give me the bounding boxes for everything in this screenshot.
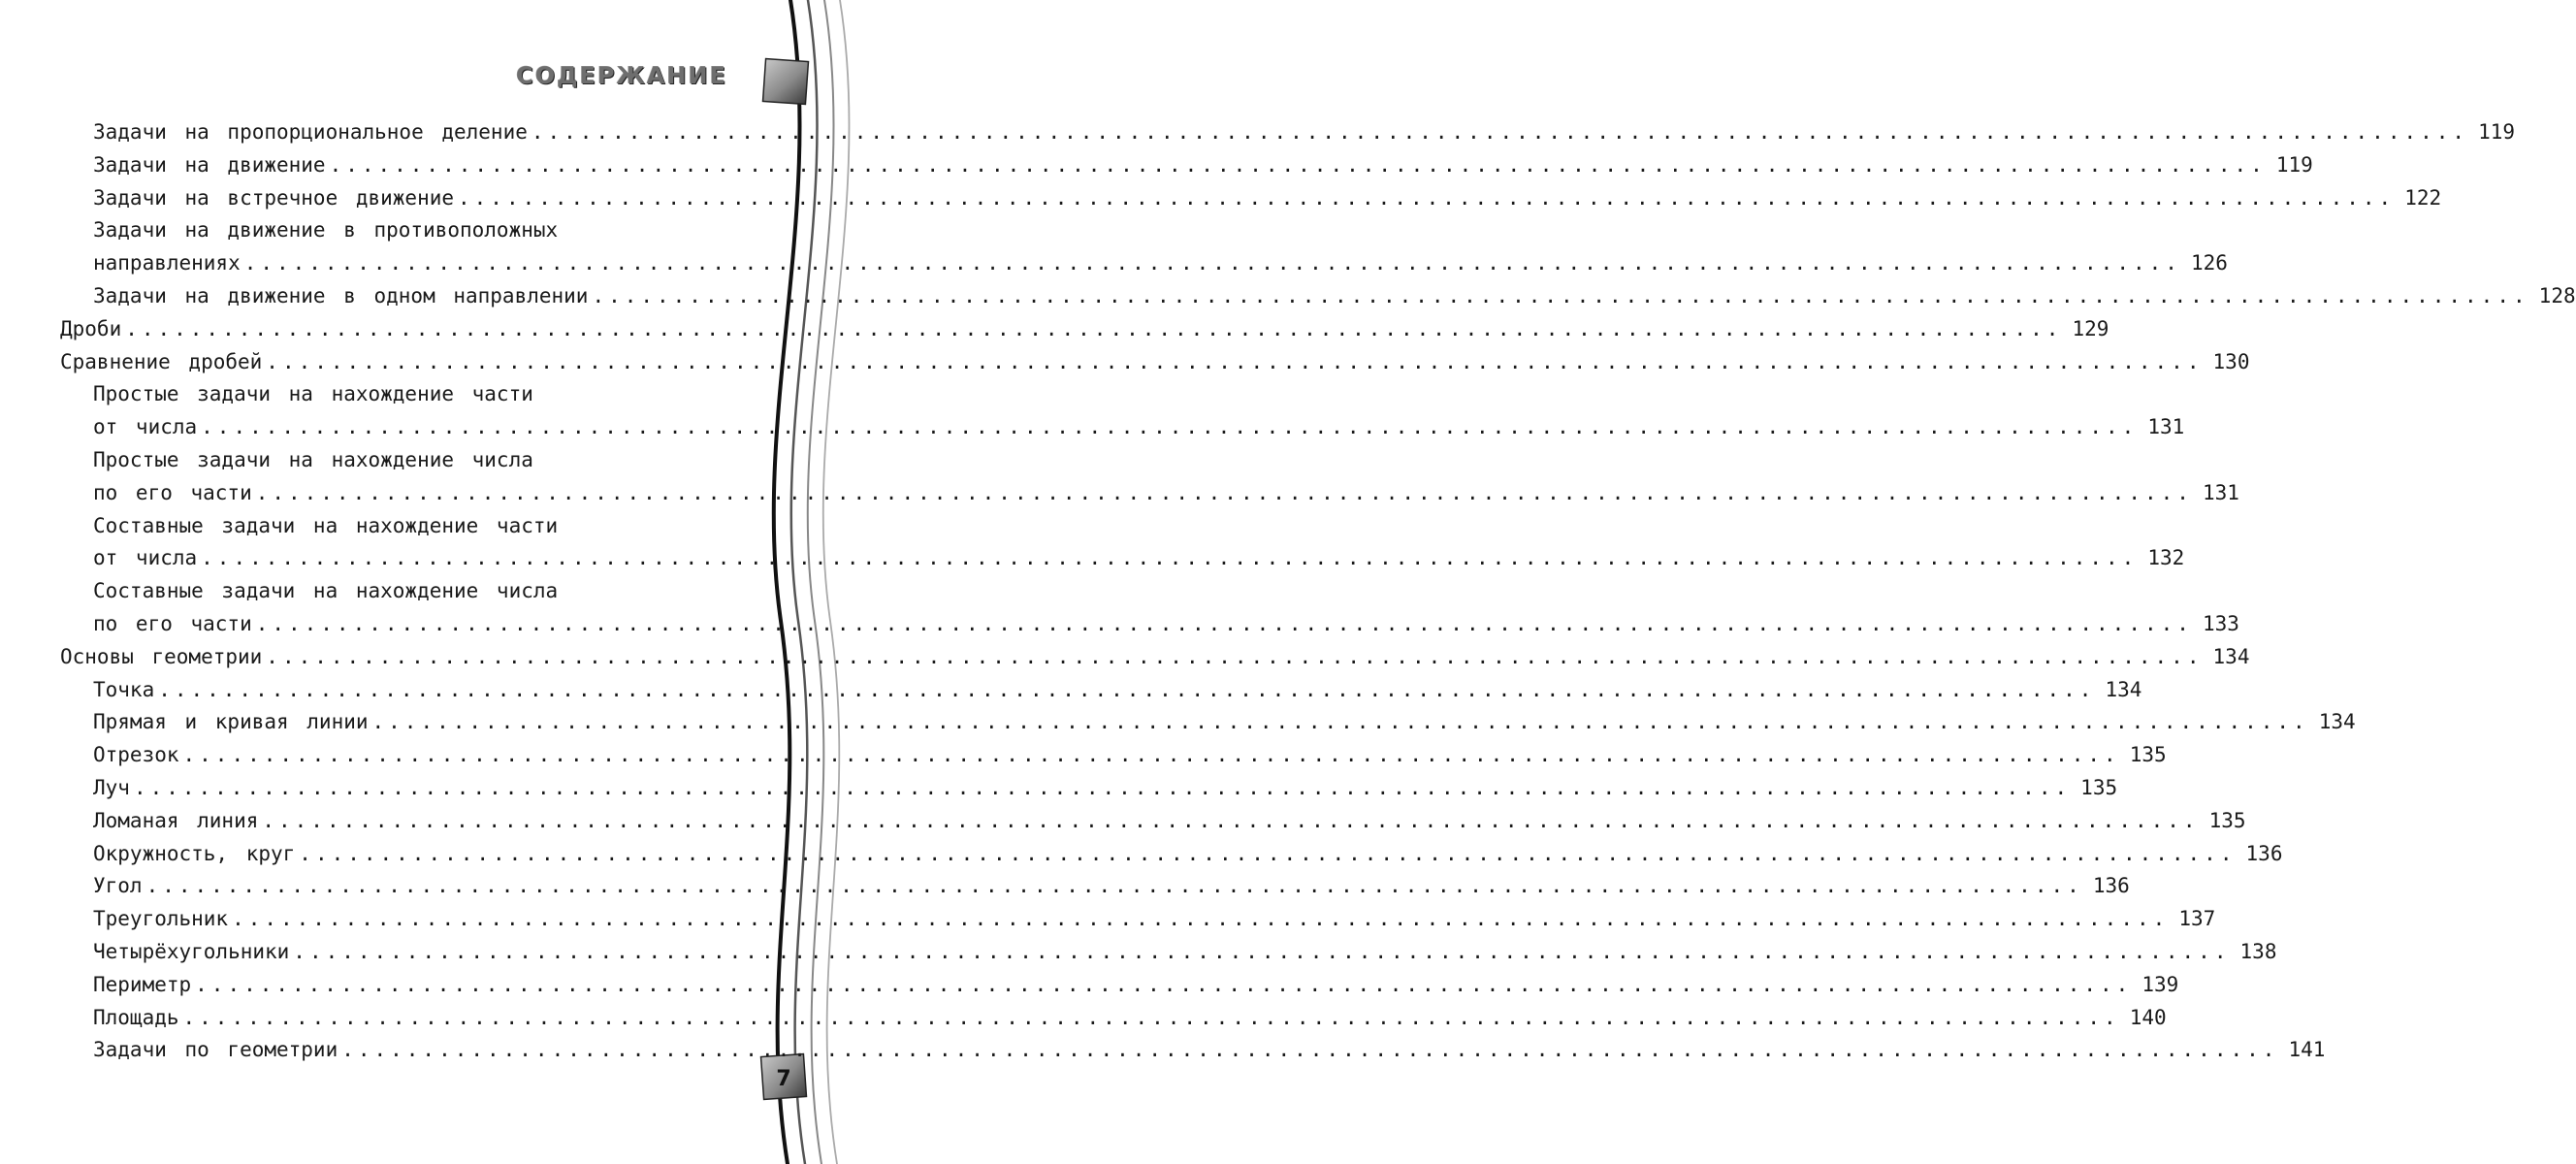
toc-page-number: 134 — [2318, 710, 2356, 734]
dot-leader: ........................................................................................................................ — [243, 251, 2181, 275]
toc-entry-title: от числа — [93, 415, 198, 439]
toc-entry-title: Периметр — [93, 972, 192, 996]
toc-entry[interactable] — [60, 214, 720, 247]
dot-leader: ........................................................................................................................ — [195, 972, 2133, 996]
toc-page-number: 139 — [2141, 972, 2179, 996]
toc-entry-title: Задачи на пропорциональное деление — [93, 120, 528, 144]
toc-page-number: 122 — [2404, 185, 2442, 210]
dot-leader: ........................................................................................................................ — [266, 349, 2204, 373]
toc-page-number: 135 — [2129, 743, 2167, 767]
toc-page-number: 138 — [2239, 939, 2277, 963]
toc-entry-title: Простые задачи на нахождение числа — [93, 447, 533, 471]
toc-page-number: 134 — [2212, 644, 2250, 668]
toc-page-number: 126 — [2190, 251, 2228, 275]
toc-entry[interactable] — [60, 838, 2283, 871]
toc-entry[interactable] — [60, 182, 2442, 215]
toc-entry[interactable] — [60, 1034, 2326, 1067]
toc-page-number: 131 — [2202, 480, 2239, 504]
toc-entry-title: Ломаная линия — [93, 808, 259, 832]
toc-entry[interactable] — [60, 608, 2239, 641]
dot-leader: ........................................................................................................................ — [531, 120, 2469, 144]
toc-page-number: 132 — [2147, 546, 2185, 570]
toc-page-number: 129 — [2072, 316, 2109, 340]
toc-entry-title: Четырёхугольники — [93, 939, 290, 963]
toc-entry-title: Простые задачи на нахождение части — [93, 382, 533, 406]
toc-entry-title: по его части — [93, 611, 252, 635]
dot-leader: ........................................................................................................................ — [299, 841, 2237, 865]
toc-entry-title: Прямая и кривая линии — [93, 710, 369, 734]
toc-page-number: 136 — [2092, 874, 2130, 898]
toc-entry[interactable] — [60, 706, 2356, 739]
dot-leader: ........................................................................................................................ — [232, 907, 2170, 931]
toc-entry-title: Задачи по геометрии — [93, 1038, 338, 1062]
toc-entry[interactable] — [60, 116, 2516, 149]
toc-entry-title: Угол — [93, 874, 143, 898]
header-badge — [763, 59, 809, 105]
toc-entry[interactable] — [60, 739, 2167, 772]
toc-entry[interactable] — [60, 346, 2250, 379]
dot-leader: ........................................................................................................................ — [182, 743, 2120, 767]
toc-page-number: 135 — [2080, 775, 2118, 799]
toc-page-number: 141 — [2288, 1038, 2326, 1062]
toc-page-number: 119 — [2275, 152, 2313, 177]
dot-leader: ........................................................................................................................ — [201, 415, 2139, 439]
toc-entry[interactable] — [60, 903, 2216, 936]
toc-entry[interactable] — [60, 378, 720, 411]
toc-page-number: 119 — [2478, 120, 2516, 144]
toc-entry-title: по его части — [93, 480, 252, 504]
toc-entry-title: Сравнение дробей — [60, 349, 263, 373]
toc-page-number: 133 — [2202, 611, 2239, 635]
toc-entry-title: Площадь — [93, 1005, 179, 1029]
toc-entry[interactable] — [60, 575, 720, 608]
toc-entry[interactable] — [60, 936, 2277, 969]
toc-entry[interactable] — [60, 1002, 2167, 1035]
toc-entry[interactable] — [60, 149, 2313, 182]
toc-page-number: 134 — [2105, 677, 2142, 701]
toc-entry-title: Отрезок — [93, 743, 179, 767]
toc-entry-title: Основы геометрии — [60, 644, 263, 668]
dot-leader: ........................................................................................................................ — [293, 939, 2231, 963]
toc-entry[interactable] — [60, 313, 2109, 346]
toc-page-number: 137 — [2178, 907, 2216, 931]
toc-entry[interactable] — [60, 805, 2246, 838]
toc-page-number: 136 — [2245, 841, 2283, 865]
dot-leader: ........................................................................................................................ — [262, 808, 2200, 832]
dot-leader: ........................................................................................................................ — [266, 644, 2204, 668]
table-of-contents — [60, 116, 2576, 1067]
toc-page-number: 131 — [2147, 415, 2185, 439]
dot-leader: ........................................................................................................................ — [125, 316, 2063, 340]
toc-entry[interactable] — [60, 510, 720, 543]
toc-entry[interactable] — [60, 772, 2118, 805]
dot-leader: ........................................................................................................................ — [182, 1005, 2120, 1029]
toc-entry-title: Составные задачи на нахождение части — [93, 513, 559, 537]
toc-entry[interactable] — [60, 870, 2130, 903]
toc-page-number: 130 — [2212, 349, 2250, 373]
toc-entry-title: Луч — [93, 775, 130, 799]
toc-page-number: 140 — [2129, 1005, 2167, 1029]
toc-entry[interactable] — [60, 674, 2142, 707]
dot-leader: ........................................................................................................................ — [133, 775, 2072, 799]
toc-entry-title: Задачи на движение в одном направлении — [93, 283, 589, 307]
toc-entry-title: направлениях — [93, 251, 241, 275]
dot-leader: ........................................................................................................................ — [458, 185, 2396, 210]
dot-leader: ........................................................................................................................ — [145, 874, 2083, 898]
page-title: СОДЕРЖАНИЕ — [516, 62, 727, 89]
toc-entry[interactable] — [60, 411, 2185, 444]
toc-entry[interactable] — [60, 280, 2576, 313]
dot-leader: ........................................................................................................................ — [341, 1038, 2279, 1062]
toc-page-number: 135 — [2208, 808, 2246, 832]
page-number: 7 — [776, 1067, 791, 1091]
toc-entry-title: Треугольник — [93, 907, 229, 931]
toc-entry[interactable] — [60, 247, 2228, 280]
toc-entry[interactable] — [60, 477, 2239, 510]
toc-entry[interactable] — [60, 542, 2185, 575]
dot-leader: ........................................................................................................................ — [371, 710, 2309, 734]
toc-entry-title: от числа — [93, 546, 198, 570]
toc-entry-title: Задачи на движение — [93, 152, 326, 177]
dot-leader: ........................................................................................................................ — [255, 480, 2193, 504]
toc-entry-title: Дроби — [60, 316, 122, 340]
toc-entry-title: Окружность, круг — [93, 841, 296, 865]
toc-entry[interactable] — [60, 641, 2250, 674]
toc-entry[interactable] — [60, 444, 720, 477]
dot-leader: ........................................................................................................................ — [329, 152, 2267, 177]
toc-entry[interactable] — [60, 969, 2179, 1002]
dot-leader: ........................................................................................................................ — [255, 611, 2193, 635]
toc-entry-title: Составные задачи на нахождение числа — [93, 579, 559, 603]
dot-leader: ........................................................................................................................ — [592, 283, 2529, 307]
toc-entry-title: Задачи на встречное движение — [93, 185, 455, 210]
toc-entry-title: Точка — [93, 677, 155, 701]
toc-entry-title: Задачи на движение в противоположных — [93, 218, 559, 242]
toc-page-number: 128 — [2538, 283, 2576, 307]
dot-leader: ........................................................................................................................ — [201, 546, 2139, 570]
dot-leader: ........................................................................................................................ — [158, 677, 2096, 701]
